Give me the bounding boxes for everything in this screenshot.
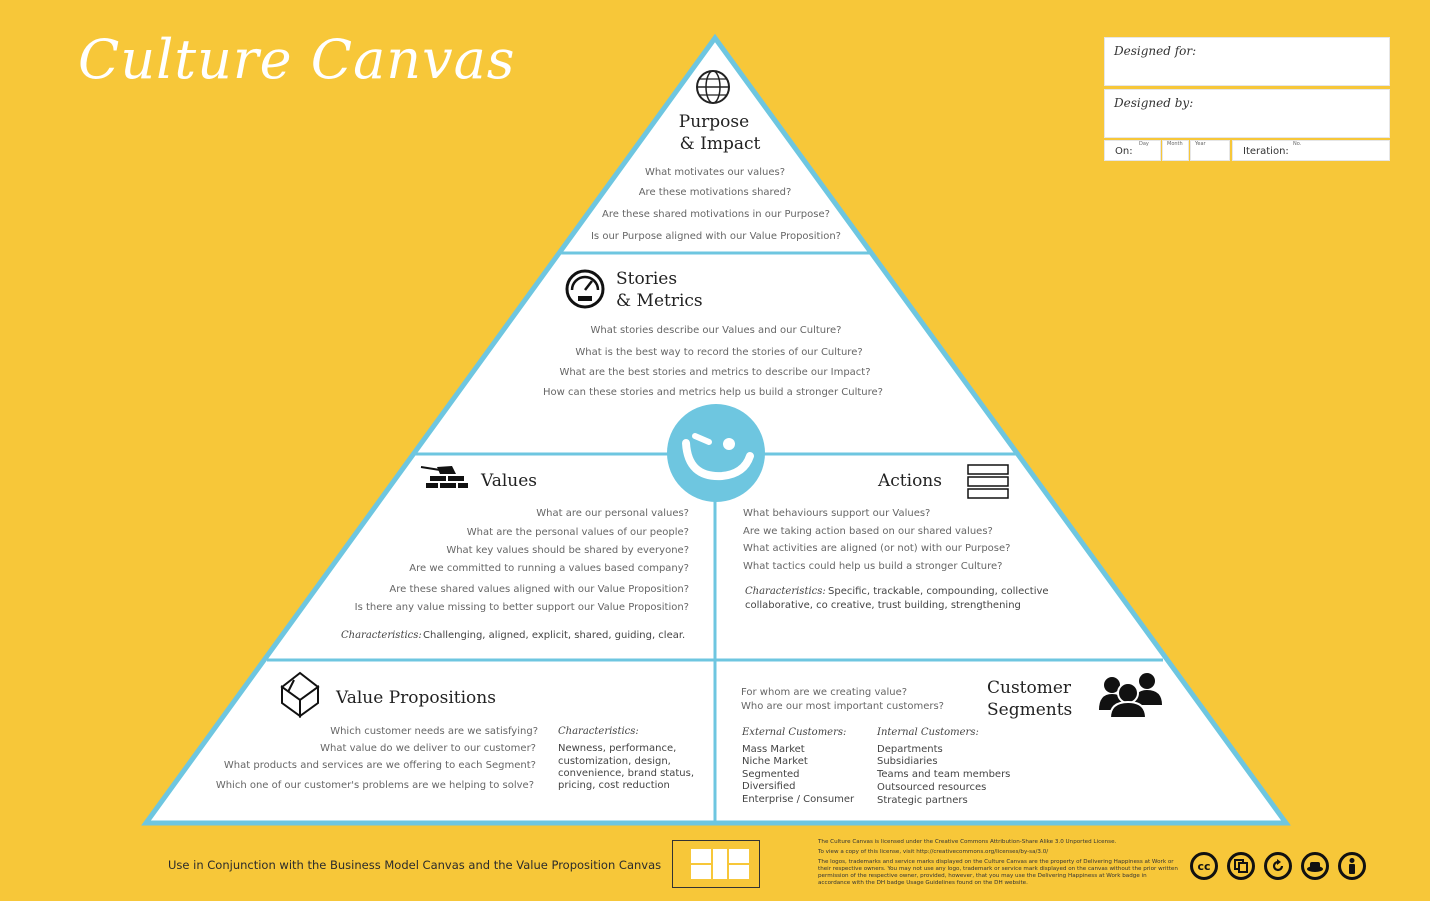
page-title: Culture Canvas [78,28,516,91]
purpose-title-1: Purpose [678,112,750,132]
share-alike-icon [1264,852,1292,880]
designed-for-label: Designed for: [1114,44,1197,58]
purpose-question: Is our Purpose aligned with our Value Proposition? [590,231,842,242]
actions-characteristics-label: Characteristics: [745,586,826,597]
stories-title-2: & Metrics [616,291,703,311]
hat-icon [1301,852,1329,880]
month-label: Month [1167,141,1183,147]
internal-customer: Outsourced resources [877,782,987,793]
internal-customer: Strategic partners [877,795,968,806]
iteration-field[interactable] [1232,140,1390,161]
license-trademark: The logos, trademarks and service marks displayed on the Culture Canvas are the property of Delivering Happiness at Work or their respective owners. You may not use any logo, trademark or service mark displayed on the canvas without the prior written permission of the respective owner, provided, however, that you may use the Delivering Happiness at Work badge in accordance with the DH badge Usage Guidelines found on the DH website. [818,859,1178,886]
actions-characteristics: Specific, trackable, compounding, collective [828,586,1049,597]
date-year-field[interactable] [1190,140,1230,161]
attribution-person-icon [1338,852,1366,880]
value-props-characteristic: Newness, performance, [558,743,677,754]
cc-icon: cc [1190,852,1218,880]
value-props-characteristics-label: Characteristics: [558,726,639,737]
stories-question: What stories describe our Values and our Culture? [590,325,842,336]
value-props-characteristic: pricing, cost reduction [558,780,670,791]
values-question: What are our personal values? [536,508,689,519]
actions-question: What behaviours support our Values? [743,508,931,519]
cc-icons [1190,852,1366,880]
external-customer: Mass Market [742,744,805,755]
external-customer: Segmented [742,769,800,780]
date-month-field[interactable] [1162,140,1189,161]
external-customer: Enterprise / Consumer [742,794,855,805]
segments-question: For whom are we creating value? [741,687,908,698]
values-question: What key values should be shared by everyone? [446,545,689,556]
actions-question: What activities are aligned (or not) with our Purpose? [743,543,1011,554]
purpose-question: Are these motivations shared? [638,187,792,198]
conjunction-note: Use in Conjunction with the Business Model Canvas and the Value Proposition Canvas [168,858,662,872]
external-customers-label: External Customers: [742,727,847,738]
internal-customer: Teams and team members [877,769,1011,780]
stories-title-1: Stories [616,269,678,289]
value-props-question: What products and services are we offering to each Segment? [223,760,536,771]
external-customer: Niche Market [742,756,808,767]
value-props-title: Value Propositions [336,688,496,708]
copy-icon [1227,852,1255,880]
license-text [818,839,1180,890]
on-label: On: [1115,146,1133,157]
values-characteristics: Challenging, aligned, explicit, shared, guiding, clear. [423,630,686,641]
day-label: Day [1139,141,1149,147]
stories-question: How can these stories and metrics help us build a stronger Culture? [543,387,883,398]
internal-customer: Subsidiaries [877,756,938,767]
value-props-characteristic: convenience, brand status, [558,768,694,779]
delivering-happiness-logo [672,840,760,888]
values-title: Values [481,471,538,491]
purpose-title-2: & Impact [679,134,761,154]
internal-customer: Departments [877,744,943,755]
actions-question: What tactics could help us build a stronger Culture? [743,561,1003,572]
purpose-question: Are these shared motivations in our Purpose? [602,209,830,220]
value-props-question: What value do we deliver to our customer? [320,743,536,754]
value-props-question: Which one of our customer's problems are we helping to solve? [215,780,534,791]
value-props-characteristic: customization, design, [558,756,671,767]
purpose-question: What motivates our values? [644,167,786,178]
iteration-no-label: No. [1293,141,1302,147]
segments-title-1: Customer [987,678,1072,698]
external-customer: Diversified [742,781,796,792]
stories-question: What is the best way to record the stories of our Culture? [575,347,863,358]
segments-title-2: Segments [987,700,1073,720]
stories-question: What are the best stories and metrics to describe our Impact? [559,367,871,378]
actions-characteristics: collaborative, co creative, trust building, strengthening [745,600,1021,611]
values-question: Is there any value missing to better support our Value Proposition? [354,602,689,613]
smiley-wink-icon [667,404,765,502]
values-characteristics-label: Characteristics: [341,630,422,641]
iteration-label: Iteration: [1243,146,1289,157]
designed-by-field[interactable] [1104,89,1390,138]
list-icon [968,465,1008,498]
values-question: Are these shared values aligned with our Value Proposition? [389,584,689,595]
values-question: What are the personal values of our people? [466,527,689,538]
segments-question: Who are our most important customers? [741,701,944,712]
designed-by-label: Designed by: [1114,96,1194,110]
date-day-field[interactable] [1104,140,1161,161]
value-props-question: Which customer needs are we satisfying? [330,726,538,737]
actions-title: Actions [878,471,942,491]
internal-customers-label: Internal Customers: [877,727,979,738]
designed-for-field[interactable] [1104,37,1390,86]
values-question: Are we committed to running a values based company? [409,563,689,574]
license-line: The Culture Canvas is licensed under the Creative Commons Attribution-Share Alike 3.0 Unported License. [818,839,1117,845]
actions-question: Are we taking action based on our shared values? [743,526,993,537]
year-label: Year [1195,141,1206,147]
license-link[interactable]: To view a copy of this license, visit http://creativecommons.org/licenses/by-sa/3.0/ [818,849,1049,855]
